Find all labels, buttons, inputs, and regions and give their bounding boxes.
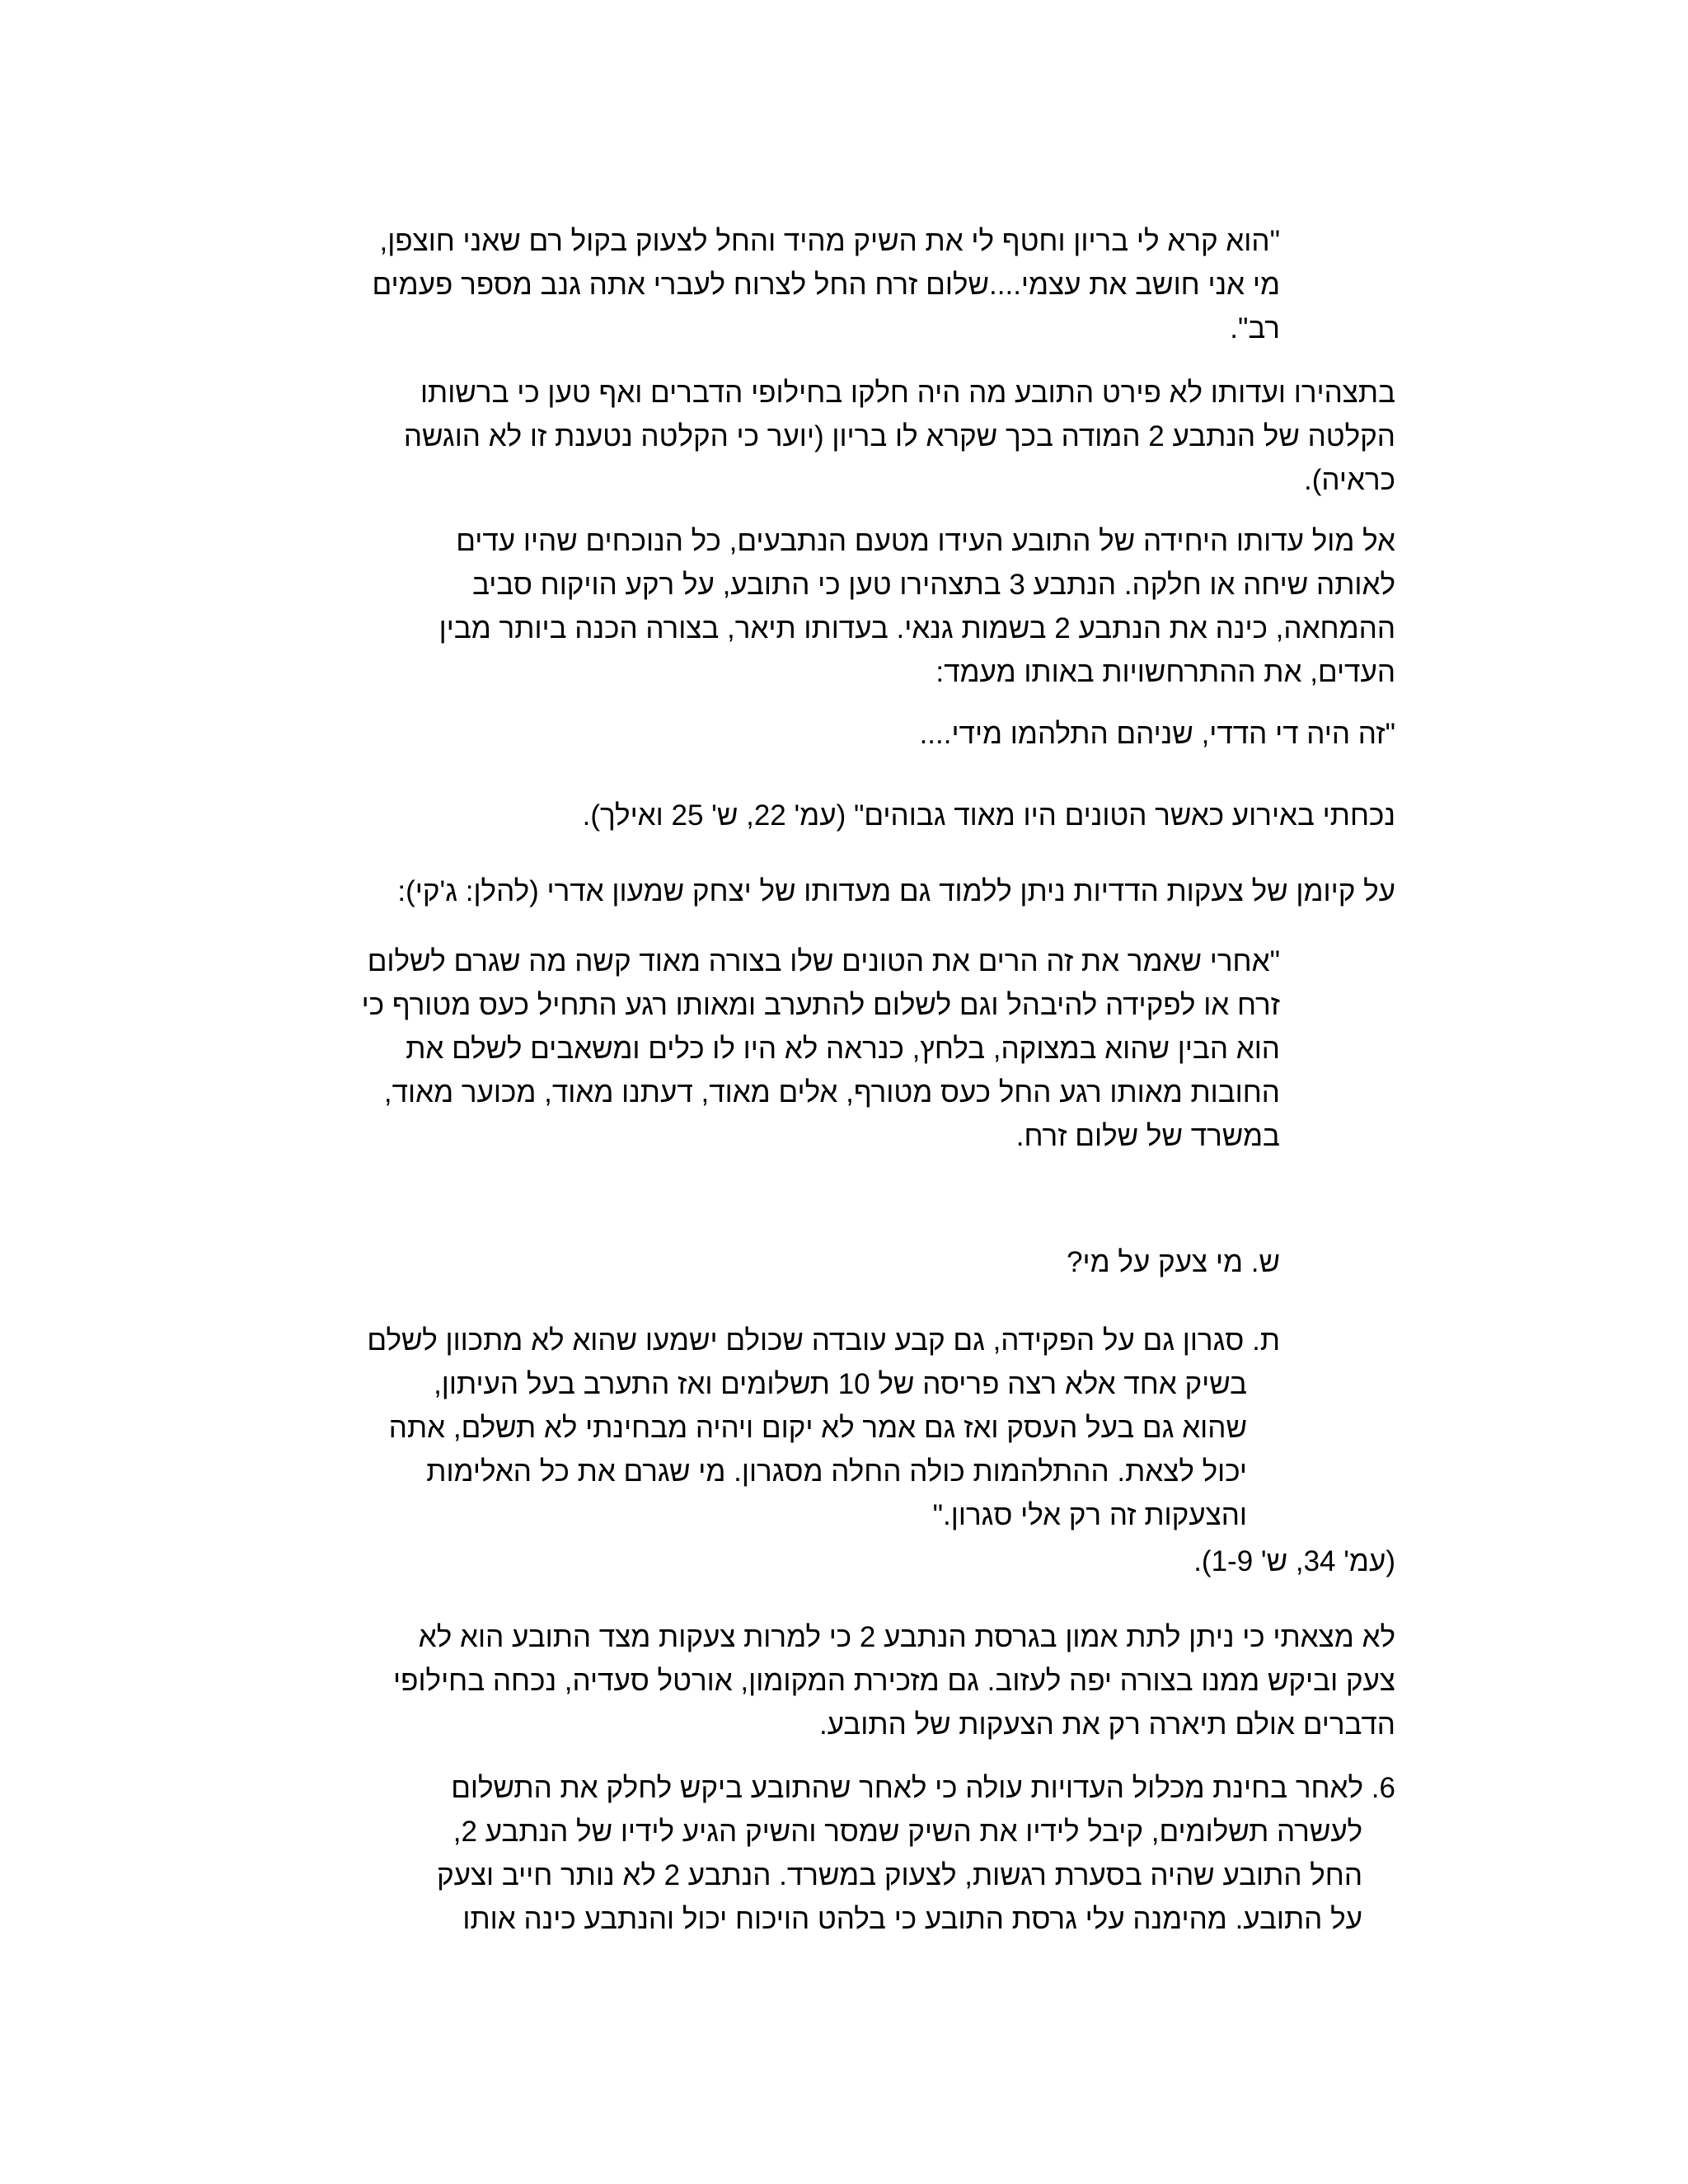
quote-paragraph-1: "הוא קרא לי בריון וחטף לי את השיק מהיד והחל לצעוק בקול רם שאני חוצפן, מי אני חושב את עצמי....שלום זרח החל לצרוח לעברי אתה גנב מספר פעמים רב". bbox=[372, 225, 1280, 344]
numbered-paragraph-6: 6. לאחר בחינת מכלול העדויות עולה כי לאחר שהתובע ביקש לחלק את התשלום לעשרה תשלומים, קיבל לידיו את השיק שמסר והשיק הגיע לידיו של הנתבע 2, החל התובע שהיה בסערת רגשות, לצעוק במשרד. הנתבע 2 לא נותר חייב וצעק על התובע. מהימנה עלי גרסת התובע כי בלהט הויכוח יכול והנתבע כינה אותו bbox=[436, 1772, 1395, 1935]
body-paragraph-6: על קיומן של צעקות הדדיות ניתן ללמוד גם מעדותו של יצחק שמעון אדרי (להלן: ג'קי): bbox=[397, 875, 1395, 907]
answer-paragraph: ת. סגרון גם על הפקידה, גם קבע עובדה שכולם ישמעו שהוא לא מתכוון לשלם בשיק אחד אלא רצה פריסה של 10 תשלומים ואז התערב בעל העיתון, שהוא גם בעל העסק ואז גם אמר לא יקום ויהיה מבחינתי לא תשלם, אתה יכול לצאת. ההתלהמות כולה החלה מסגרון. מי שגרם את כל האלימות והצעקות זה רק אלי סגרון." bbox=[367, 1324, 1280, 1531]
question-line: ש. מי צעק על מי? bbox=[1067, 1246, 1280, 1278]
body-paragraph-11: לא מצאתי כי ניתן לתת אמון בגרסת הנתבע 2 כי למרות צעקות מצד התובע הוא לא צעק וביקש ממנו בצורה יפה לעזוב. גם מזכירת המקומון, אורטל סעדיה, נכחה בחילופי הדברים אולם תיארה רק את הצעקות של התובע. bbox=[393, 1621, 1395, 1741]
quote-paragraph-4: "זה היה די הדדי, שניהם התלהמו מידי.... bbox=[919, 718, 1395, 750]
quote-citation-5: נכחתי באירוע כאשר הטונים היו מאוד גבוהים" (עמ' 22, ש' 25 ואילך). bbox=[582, 799, 1395, 832]
body-paragraph-2: בתצהירו ועדותו לא פירט התובע מה היה חלקו בחילופי הדברים ואף טען כי ברשותו הקלטה של הנתבע 2 המודה בכך שקרא לו בריון (יוער כי הקלטה נטענת זו לא הוגשה כראיה). bbox=[403, 377, 1395, 496]
citation-line: (עמ' 34, ש' 1-9). bbox=[1193, 1545, 1395, 1577]
body-paragraph-3: אל מול עדותו היחידה של התובע העידו מטעם הנתבעים, כל הנוכחים שהיו עדים לאותה שיחה או חלקה. הנתבע 3 בתצהירו טען כי התובע, על רקע הויקוח סביב ההמחאה, כינה את הנתבע 2 בשמות גנאי. בעדותו תיאר, בצורה הכנה ביותר מבין העדים, את ההתרחשויות באותו מעמד: bbox=[438, 525, 1395, 688]
quote-paragraph-7: "אחרי שאמר את זה הרים את הטונים שלו בצורה מאוד קשה מה שגרם לשלום זרח או לפקידה להיבהל וגם לשלום להתערב ומאותו רגע התחיל כעס מטורף כי הוא הבין שהוא במצוקה, בלחץ, כנראה לא היו לו כלים ומשאבים לשלם את החובות מאותו רגע החל כעס מטורף, אלים מאוד, דעתנו מאוד, מכוער מאוד, במשרד של שלום זרח. bbox=[361, 945, 1280, 1152]
